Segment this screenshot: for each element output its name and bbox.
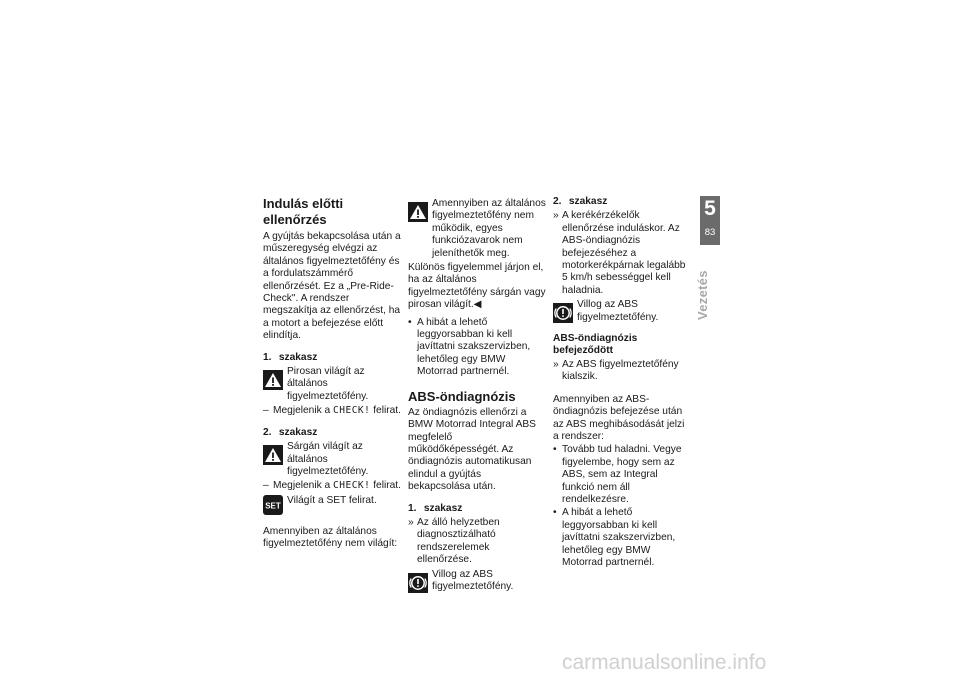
bullet-marker: • [553,507,557,519]
chapter-number: 5 [704,197,716,220]
indicator-text: Sárgán világít az általános figyelmeztetőfény. [287,441,369,477]
arrow-marker: » [553,210,559,222]
step-label: szakasz [423,502,463,514]
warning-triangle-icon [408,202,428,222]
chapter-label: Vezetés [695,270,710,320]
abs-fault-intro: Amennyiben az ABS-öndiagnózis befejezése után az ABS meghibásodását jelzi a rendszer: [553,393,685,442]
step-label: szakasz [568,196,608,207]
set-indicator-text: Világít a SET felirat. [287,494,377,506]
bullet-marker: • [408,316,412,328]
pre-ride-intro: A gyújtás bekapcsolása után a műszeregység elvégzi az általános figyelmeztetőfény és a fordulatszámmérő ellenőrzését. Ez a „Pre-Ride-Check". A rendszer megszakítja az ellenőrzést, ha a motort a befejezése előtt elindítja. [263,231,401,342]
check-display-code: CHECK! [333,480,371,492]
list-item [553,359,691,384]
set-icon-label: SET [265,501,281,511]
set-icon [263,495,283,515]
watermark: carmanualsonline.info [562,651,767,674]
step-number: 1. [408,502,417,514]
abs-step-1-indicator [408,569,546,594]
list-item-text: A hibát a lehető leggyorsabban ki kell javíttatni szakszervizben, lehetőleg egy BMW Motorrad partnernél. [417,316,531,378]
display-note-post: felirat. [373,480,401,492]
list-item-text: Tovább tud haladni. Vegye figyelembe, hogy sem az ABS, sem az Integral funkció nem áll rendelkezésre. [562,444,682,505]
list-item-text: A hibát a lehető leggyorsabban ki kell javíttatni szakszervizben, lehetőleg egy BMW Motorrad partnernél. [562,507,676,568]
check-display-code: CHECK! [333,405,371,417]
abs-step-2-indicator [553,299,691,324]
page-number: 83 [704,227,716,238]
step-label: szakasz [278,426,318,438]
dash-marker: – [263,405,269,417]
bullet-marker: • [553,444,557,456]
step-1-heading [263,352,401,364]
indicator-text: Villog az ABS figyelmeztetőfény. [577,299,659,323]
step-number: 1. [263,351,272,363]
abs-intro: Az öndiagnózis ellenőrzi a BMW Motorrad Integral ABS megfelelő működőképességét. Az öndiagnózis automatikusan elindul a gyújtás bekapcsolása után. [408,406,536,493]
arrow-marker: » [553,358,559,370]
step-1-indicator [263,366,401,403]
step-2-heading [263,427,401,439]
abs-step-1-heading [408,503,546,515]
attention-text: Különös figyelemmel járjon el, ha az általános figyelmeztetőfény sárgán vagy pirosan világít.◀ [408,262,546,311]
warning-triangle-icon [263,370,283,390]
list-item-text: A kerékérzékelők ellenőrzése induláskor. Az ABS-öndiagnózis befejezéséhez a motorkerékpárnak legalább 5 km/h sebességgel kell haladnia. [562,210,686,296]
column-3 [553,196,691,570]
list-item-text: Az ABS figyelmeztetőfény kialszik. [562,358,679,383]
chapter-tab [700,196,720,245]
list-item-text: Az álló helyzetben diagnosztizálható rendszerelemek ellenőrzése. [417,516,500,566]
warning-triangle-icon [263,445,283,465]
warning-notice [408,198,546,260]
list-item [408,317,546,379]
display-note-pre: Megjelenik a [273,480,331,492]
list-item [408,517,546,567]
abs-warning-icon [408,573,428,593]
section-title-pre-ride-check: Indulás előtti ellenőrzés [263,196,344,227]
step-label: szakasz [278,351,318,363]
list-item [553,444,691,506]
step-number: 2. [263,426,272,438]
display-note-post: felirat. [373,405,401,417]
list-item [553,210,691,297]
dash-marker: – [263,480,269,492]
section-title-abs-self-diagnosis: ABS-öndiagnózis [408,388,516,404]
abs-step-2-heading [553,196,691,208]
column-1 [263,196,401,551]
set-indicator [263,495,401,515]
warning-text: Amennyiben az általános figyelmeztetőfény nem működik, egyes funkciózavarok nem jeleníthetők meg. [432,198,546,259]
column-2 [408,196,546,595]
list-item [553,507,691,569]
step-2-display-note [263,480,401,492]
pre-ride-closing: Amennyiben az általános figyelmeztetőfény nem világít: [263,525,398,550]
step-number: 2. [553,196,562,207]
step-2-indicator [263,441,401,478]
indicator-text: Villog az ABS figyelmeztetőfény. [432,568,514,592]
arrow-marker: » [408,516,414,528]
section-title-abs-complete: ABS-öndiagnózis befejeződött [553,333,638,357]
abs-warning-icon [553,303,573,323]
indicator-text: Pirosan világít az általános figyelmeztetőfény. [287,366,369,402]
display-note-pre: Megjelenik a [273,405,331,417]
step-1-display-note [263,405,401,417]
